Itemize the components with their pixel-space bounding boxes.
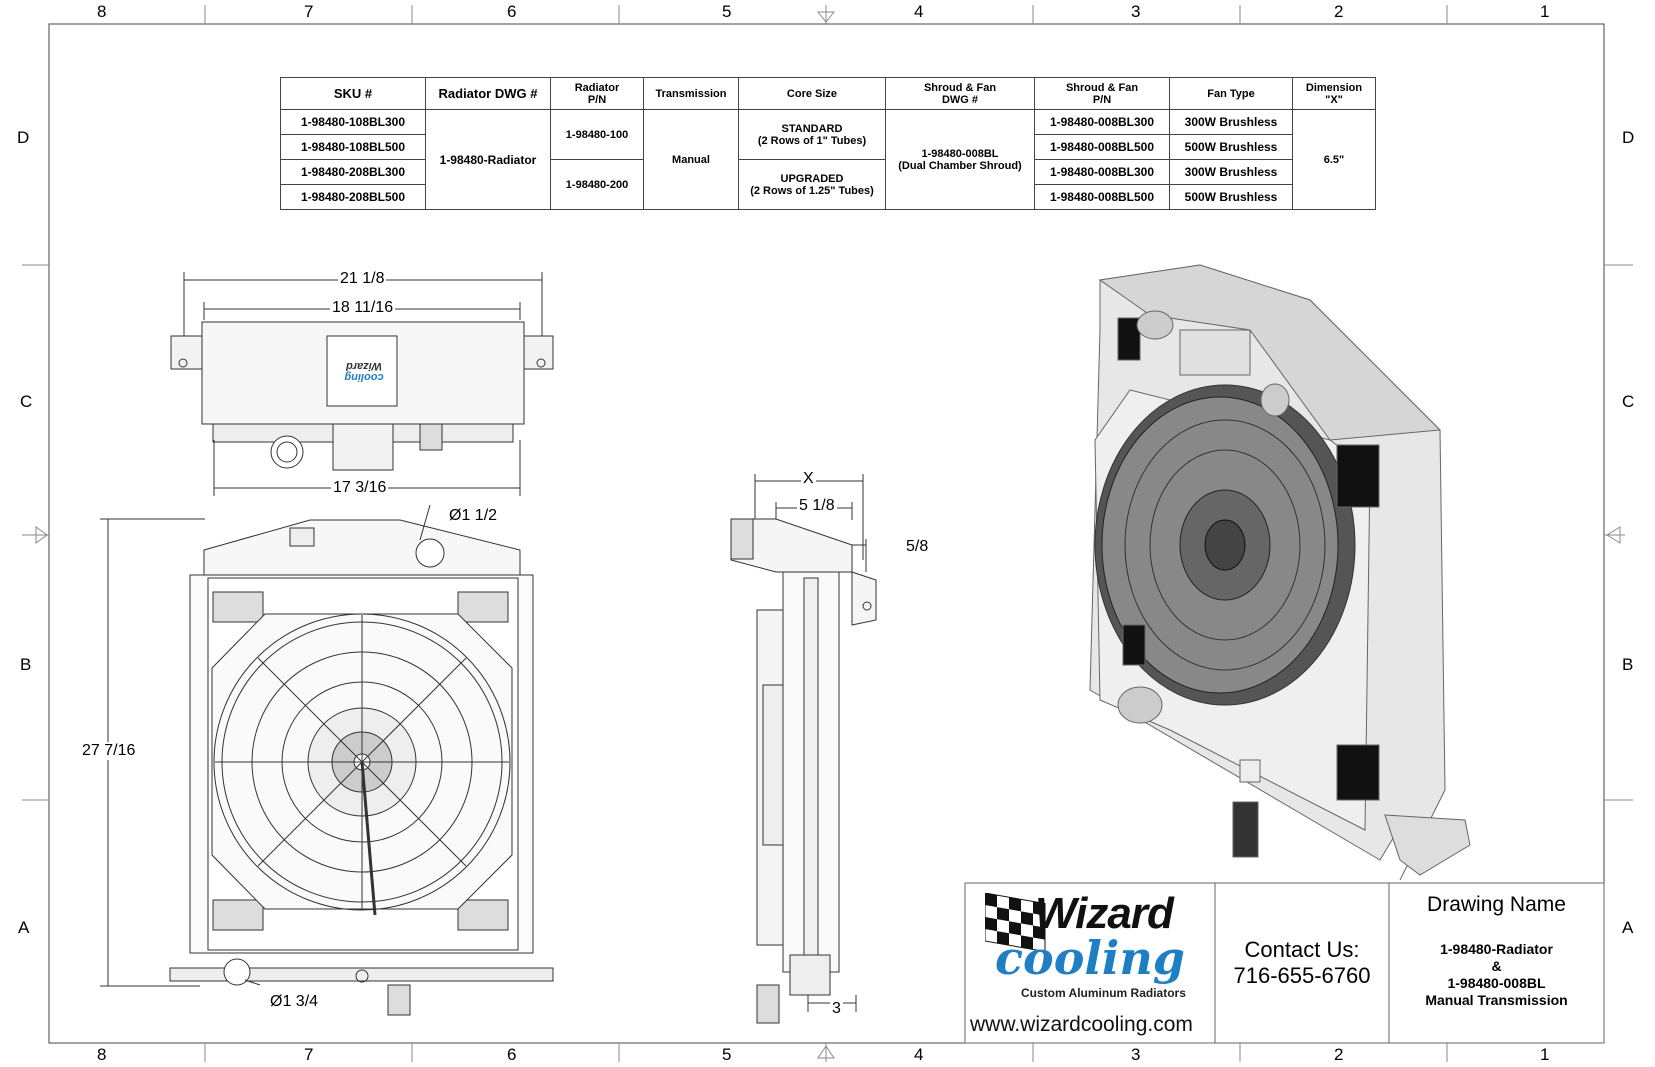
radiator-pn-cell: 1-98480-100 — [551, 110, 644, 160]
zone-label-bottom: 2 — [1334, 1045, 1344, 1064]
zone-label-top: 8 — [97, 2, 107, 21]
zone-label-top: 4 — [914, 2, 924, 21]
shroud-dwg-cell: 1-98480-008BL (Dual Chamber Shroud) — [886, 110, 1035, 210]
dim-top-bottom: 17 3/16 — [333, 479, 387, 496]
logo-word-wizard: Wizard — [1035, 889, 1173, 938]
col-header: Shroud & Fan DWG # — [886, 78, 1035, 110]
logo-tagline: Custom Aluminum Radiators — [1021, 986, 1186, 1000]
radiator-dwg-cell: 1-98480-Radiator — [426, 110, 551, 210]
dim-top-inner: 18 11/16 — [332, 299, 394, 316]
zone-label-top: 3 — [1131, 2, 1141, 21]
zone-label-left: C — [20, 392, 33, 411]
dim-side-bottom: 3 — [832, 1000, 841, 1017]
zone-label-left: B — [20, 655, 32, 674]
col-header: Radiator DWG # — [426, 78, 551, 110]
drawing-name-heading: Drawing Name — [1427, 893, 1566, 916]
col-header: Shroud & Fan P/N — [1035, 78, 1170, 110]
zone-label-bottom: 6 — [507, 1045, 517, 1064]
zone-label-top: 2 — [1334, 2, 1344, 21]
zone-label-right: C — [1622, 392, 1635, 411]
shroud-pn-cell: 1-98480-008BL300 — [1035, 160, 1170, 185]
transmission-cell: Manual — [644, 110, 739, 210]
zone-label-right: A — [1622, 918, 1634, 937]
col-header: SKU # — [281, 78, 426, 110]
zone-label-bottom: 7 — [304, 1045, 314, 1064]
drawing-name-lines — [1389, 941, 1604, 1009]
zone-label-left: A — [18, 918, 30, 937]
website-link[interactable]: www.wizardcooling.com — [970, 1013, 1193, 1036]
col-header: Radiator P/N — [551, 78, 644, 110]
topview-logo-word1: Wizard — [346, 360, 382, 372]
fan-type-cell: 300W Brushless — [1170, 160, 1293, 185]
sku-cell: 1-98480-108BL300 — [281, 110, 426, 135]
logo-word-cooling: cooling — [995, 931, 1185, 985]
zone-label-top: 1 — [1540, 2, 1550, 21]
zone-label-bottom: 1 — [1540, 1045, 1550, 1064]
company-logo — [965, 883, 1215, 1043]
core-size-cell: UPGRADED (2 Rows of 1.25" Tubes) — [739, 160, 886, 210]
zone-label-bottom: 8 — [97, 1045, 107, 1064]
dim-height: 27 7/16 — [82, 742, 136, 759]
sku-cell: 1-98480-208BL300 — [281, 160, 426, 185]
zone-label-right: D — [1622, 128, 1635, 147]
sku-cell: 1-98480-108BL500 — [281, 135, 426, 160]
radiator-pn-cell: 1-98480-200 — [551, 160, 644, 210]
drawing-name-line3: 1-98480-008BL — [1447, 975, 1546, 991]
drawing-name-line4: Manual Transmission — [1425, 992, 1568, 1008]
fan-type-cell: 500W Brushless — [1170, 135, 1293, 160]
drawing-name-line1: 1-98480-Radiator — [1440, 941, 1553, 957]
fan-type-cell: 500W Brushless — [1170, 185, 1293, 210]
zone-label-top: 7 — [304, 2, 314, 21]
dim-side-x: X — [803, 470, 814, 487]
table-header-row — [281, 78, 1376, 110]
shroud-pn-cell: 1-98480-008BL500 — [1035, 135, 1170, 160]
zone-label-bottom: 5 — [722, 1045, 732, 1064]
col-header: Fan Type — [1170, 78, 1293, 110]
spec-table — [280, 77, 1376, 210]
sku-cell: 1-98480-208BL500 — [281, 185, 426, 210]
zone-label-bottom: 3 — [1131, 1045, 1141, 1064]
zone-label-left: D — [17, 128, 30, 147]
topview-logo-label — [337, 360, 391, 382]
drawing-name-line2: & — [1491, 958, 1502, 974]
shroud-pn-cell: 1-98480-008BL500 — [1035, 185, 1170, 210]
dimension-x-cell: 6.5" — [1293, 110, 1376, 210]
col-header: Core Size — [739, 78, 886, 110]
contact-label: Contact Us: — [1244, 937, 1360, 962]
drawing-name-block — [1389, 883, 1604, 1043]
dim-top-overall: 21 1/8 — [340, 270, 385, 287]
dim-side-offset: 5/8 — [906, 538, 929, 555]
fan-type-cell: 300W Brushless — [1170, 110, 1293, 135]
table-row — [281, 110, 1376, 135]
contact-block — [1215, 883, 1389, 1043]
col-header: Dimension "X" — [1293, 78, 1376, 110]
contact-phone[interactable]: 716-655-6760 — [1233, 963, 1371, 988]
zone-label-top: 5 — [722, 2, 732, 21]
dim-inlet: Ø1 1/2 — [449, 507, 498, 524]
dim-side-depth: 5 1/8 — [799, 497, 835, 514]
dim-outlet: Ø1 3/4 — [270, 993, 319, 1010]
shroud-pn-cell: 1-98480-008BL300 — [1035, 110, 1170, 135]
topview-logo-word2: cooling — [344, 371, 384, 383]
core-size-cell: STANDARD (2 Rows of 1" Tubes) — [739, 110, 886, 160]
col-header: Transmission — [644, 78, 739, 110]
zone-label-bottom: 4 — [914, 1045, 924, 1064]
zone-label-top: 6 — [507, 2, 517, 21]
zone-label-right: B — [1622, 655, 1634, 674]
